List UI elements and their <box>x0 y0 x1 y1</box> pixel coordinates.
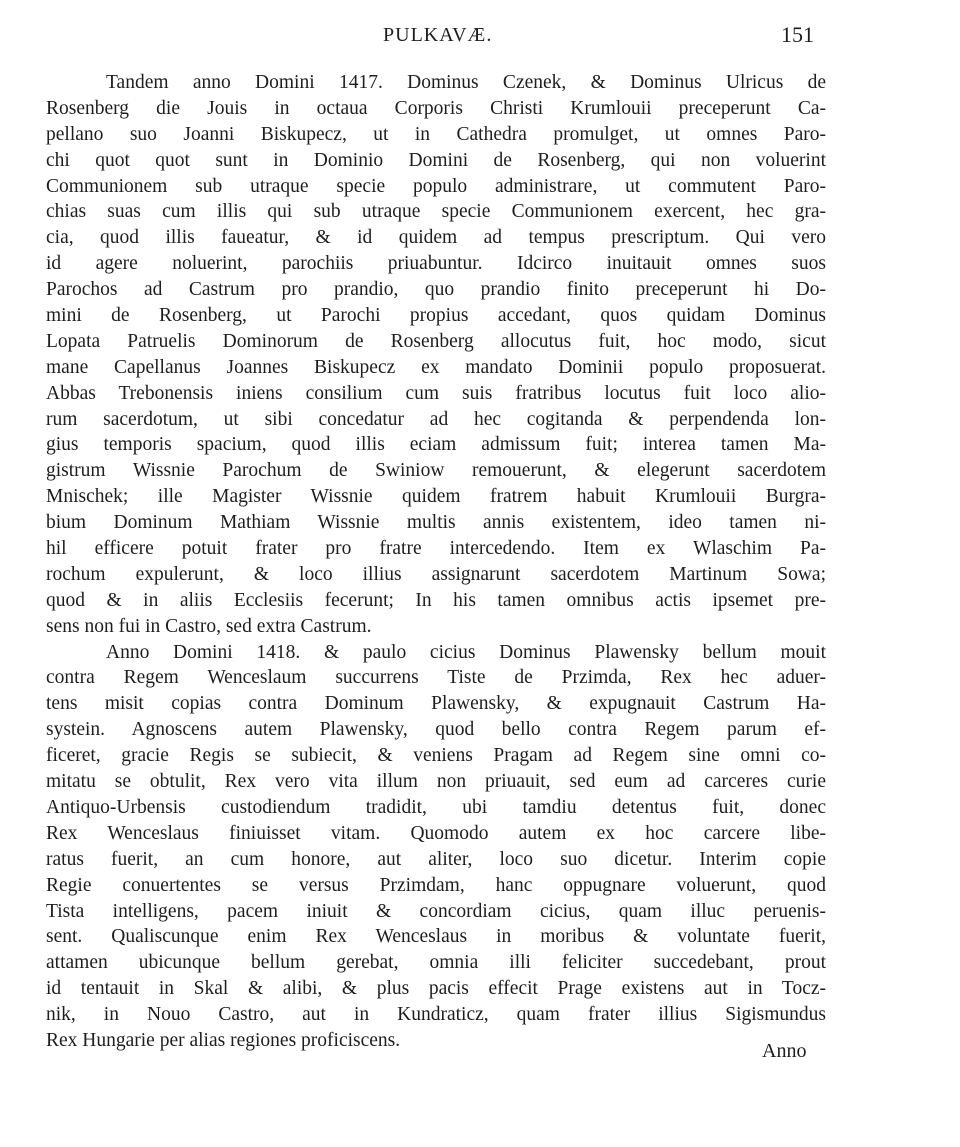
page-header <box>0 24 960 54</box>
text-line: Mnischek; ille Magister Wissnie quidem fratrem habuit Krumlouii Burgra- <box>46 486 826 508</box>
text-line: pellano suo Joanni Biskupecz, ut in Cathedra promulget, ut omnes Paro- <box>46 123 826 145</box>
text-line: ficeret, gracie Regis se subiecit, & veniens Pragam ad Regem sine omni co- <box>46 745 826 767</box>
text-line: Antiquo-Urbensis custodiendum tradidit, ubi tamdiu detentus fuit, donec <box>46 796 826 818</box>
text-line: gistrum Wissnie Parochum de Swiniow remouerunt, & elegerunt sacerdotem <box>46 460 826 482</box>
text-line: attamen ubicunque bellum gerebat, omnia illi feliciter succedebant, prout <box>46 952 826 974</box>
text-line: hil efficere potuit frater pro fratre intercedendo. Item ex Wlaschim Pa- <box>46 538 826 560</box>
text-line: cia, quod illis faueatur, & id quidem ad tempus prescriptum. Qui vero <box>46 227 826 249</box>
text-line: Rex Wenceslaus finiuisset vitam. Quomodo autem ex hoc carcere libe- <box>46 822 826 844</box>
text-line: gius temporis spacium, quod illis eciam admissum fuit; interea tamen Ma- <box>46 434 826 456</box>
text-line: Communionem sub utraque specie populo administrare, ut commutent Paro- <box>46 175 826 197</box>
text-line: Tandem anno Domini 1417. Dominus Czenek, & Dominus Ulricus de <box>106 72 826 93</box>
text-line: mane Capellanus Joannes Biskupecz ex mandato Dominii populo proposuerat. <box>46 356 826 378</box>
text-line: ratus fuerit, an cum honore, aut aliter, loco suo dicetur. Interim copie <box>46 848 826 870</box>
text-line: Abbas Trebonensis iniens consilium cum suis fratribus locutus fuit loco alio- <box>46 382 826 404</box>
text-line: contra Regem Wenceslaum succurrens Tiste de Przimda, Rex hec aduer- <box>46 667 826 689</box>
text-line: Anno Domini 1418. & paulo cicius Dominus Plawensky bellum mouit <box>106 641 826 663</box>
text-line: bium Dominum Mathiam Wissnie multis annis existentem, ideo tamen ni- <box>46 512 826 534</box>
text-line: chi quot quot sunt in Dominio Domini de Rosenberg, qui non voluerint <box>46 149 826 171</box>
text-line: Lopata Patruelis Dominorum de Rosenberg allocutus fuit, hoc modo, sicut <box>46 330 826 352</box>
text-line: tens misit copias contra Dominum Plawensky, & expugnauit Castrum Ha- <box>46 693 826 715</box>
text-line: Tista intelligens, pacem iniuit & concordiam cicius, quam illuc peruenis- <box>46 900 826 922</box>
text-line: rochum expulerunt, & loco illius assignarunt sacerdotem Martinum Sowa; <box>46 563 826 585</box>
text-line: Regie conuertentes se versus Przimdam, hanc oppugnare voluerunt, quod <box>46 874 826 896</box>
text-line: quod & in aliis Ecclesiis fecerunt; In his tamen omnibus actis ipsemet pre- <box>46 589 826 611</box>
text-line: id tentauit in Skal & alibi, & plus pacis effecit Prage existens aut in Tocz- <box>46 978 826 1000</box>
text-line: rum sacerdotum, ut sibi concedatur ad hec cogitanda & perpendenda lon- <box>46 408 826 430</box>
body-text <box>46 70 826 1054</box>
text-line: Rex Hungarie per alias regiones proficiscens. <box>46 1029 401 1051</box>
text-line: mitatu se obtulit, Rex vero vita illum non priuauit, sed eum ad carceres curie <box>46 771 826 793</box>
text-line: sent. Qualiscunque enim Rex Wenceslaus in moribus & voluntate fuerit, <box>46 926 826 948</box>
text-line: mini de Rosenberg, ut Parochi propius accedant, quos quidam Dominus <box>46 305 826 327</box>
text-line: sens non fui in Castro, sed extra Castrum. <box>46 615 372 637</box>
text-line: chias suas cum illis qui sub utraque specie Communionem exercent, hec gra- <box>46 201 826 223</box>
text-line: id agere noluerint, parochiis priuabuntur. Idcirco inuitauit omnes suos <box>46 253 826 275</box>
text-line: Rosenberg die Jouis in octaua Corporis Christi Krumlouii preceperunt Ca- <box>46 97 826 119</box>
running-head: PULKAVÆ. <box>383 24 493 46</box>
text-line: nik, in Nouo Castro, aut in Kundraticz, quam frater illius Sigismundus <box>46 1004 826 1026</box>
page-number: 151 <box>781 22 814 47</box>
text-line: systein. Agnoscens autem Plawensky, quod bello contra Regem parum ef- <box>46 719 826 741</box>
catchword: Anno <box>762 1040 807 1062</box>
text-line: Parochos ad Castrum pro prandio, quo prandio finito preceperunt hi Do- <box>46 279 826 301</box>
